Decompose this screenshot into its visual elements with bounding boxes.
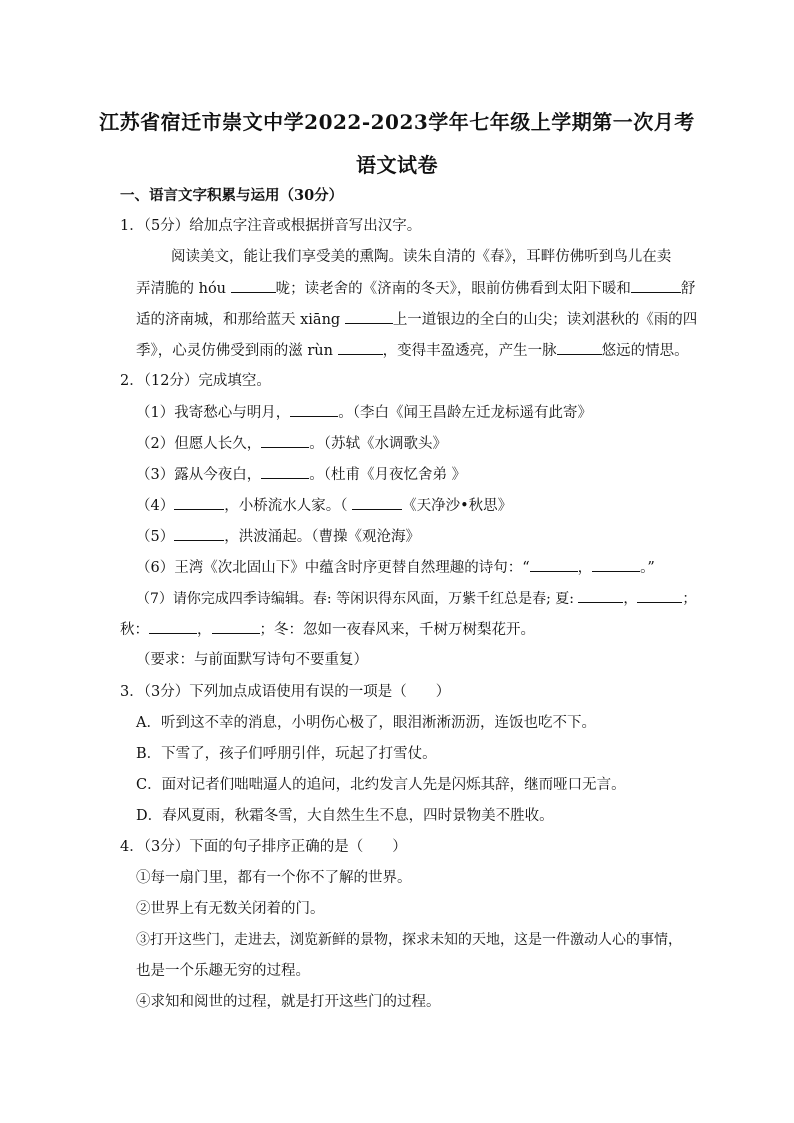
answer-blank[interactable] [352,495,402,510]
question-1-stem: 1．（5分）给加点字注音或根据拼音写出汉字。 [120,218,422,234]
question-2-stem: 2．（12分）完成填空。 [120,373,271,389]
question-1-passage-line [136,340,689,361]
text: 《天净沙•秋思》 [402,498,513,514]
question-2-item [136,464,466,485]
question-3-option-b[interactable]: B．下雪了，孩子们呼朋引伴，玩起了打雪仗。 [136,746,437,762]
text: ， [623,591,638,607]
answer-blank[interactable] [290,402,338,417]
text: （3）露从今夜白， [136,467,262,483]
text: ；冬：忽如一夜春风来，千树万树梨花开。 [259,622,535,638]
answer-blank[interactable] [592,557,640,572]
text: （7）请你完成四季诗编辑。春: 等闲识得东风面，万紫千红总是春; 夏: [136,591,579,607]
text: 悠远的情思。 [601,343,689,359]
answer-blank[interactable] [261,433,309,448]
text: （1）我寄愁心与明月， [136,405,291,421]
answer-blank[interactable] [637,588,682,603]
text: 适的济南城，和那给蓝天 xiāng [136,312,341,328]
question-3-option-c[interactable]: C．面对记者们咄咄逼人的追问，北约发言人先是闪烁其辞，继而哑口无言。 [136,777,626,793]
text: 咙；读老舍的《济南的冬天》，眼前仿佛看到太阳下暖和 [275,281,631,297]
answer-blank[interactable] [338,340,383,355]
answer-blank[interactable] [530,557,578,572]
text: ， [577,560,593,576]
question-3-stem: 3．（3分）下列加点成语使用有误的一项是（ ） [120,684,451,700]
answer-blank[interactable] [212,619,260,634]
question-4-sentence: 也是一个乐趣无穷的过程。 [136,963,310,979]
answer-blank[interactable] [174,526,224,541]
answer-blank[interactable] [174,495,224,510]
text: 。” [640,560,655,576]
question-2-item [136,557,655,578]
text: （6）王湾《次北固山下》中蕴含时序更替自然理趣的诗句：“ [136,560,530,576]
question-2-item [136,433,447,454]
section-heading: 一、语言文字积累与运用（30分） [120,187,344,204]
text: 。（杜甫《月夜忆舍弟 》 [309,467,467,483]
text: 。（李白《闻王昌龄左迁龙标遥有此寄》 [338,405,592,421]
question-3-option-a[interactable]: A．听到这不幸的消息，小明伤心极了，眼泪淅淅沥沥，连饭也吃不下。 [136,715,596,731]
question-3-option-d[interactable]: D．春风夏雨，秋霜冬雪，大自然生生不息，四时景物美不胜收。 [136,808,554,824]
question-1-passage-line: 阅读美文，能让我们享受美的熏陶。读朱自清的《春》，耳畔仿佛听到鸟儿在卖 [171,249,672,265]
text: （2）但愿人长久， [136,436,262,452]
answer-blank[interactable] [578,588,623,603]
answer-blank[interactable] [557,340,602,355]
text: ， [197,622,212,638]
text: 弄清脆的 hóu [136,281,227,297]
text: ，小桥流水人家。（ [224,498,348,514]
text: 舒 [680,281,696,297]
text: ，洪波涌起。（曹操《观沧海》 [224,529,420,545]
answer-blank[interactable] [261,464,309,479]
text: （5） [136,529,175,545]
question-4-stem: 4．（3分）下面的句子排序正确的是（ ） [120,839,407,855]
question-4-sentence: ③打开这些门，走进去，浏览新鲜的景物，探求未知的天地，这是一件激动人心的事情， [136,932,682,948]
question-4-sentence: ①每一扇门里，都有一个你不了解的世界。 [136,870,412,886]
question-2-item [136,495,512,516]
question-2-item [136,402,592,423]
answer-blank[interactable] [631,278,681,293]
text: ； [682,591,697,607]
question-2-requirement: （要求：与前面默写诗句不要重复） [136,652,368,668]
question-4-sentence: ②世界上有无数关闭着的门。 [136,901,325,917]
text: ，变得丰盈透亮，产生一脉 [382,343,557,359]
answer-blank[interactable] [345,309,393,324]
text: （4） [136,498,175,514]
exam-subtitle: 语文试卷 [356,153,438,177]
answer-blank[interactable] [149,619,197,634]
text: 。（苏轼《水调歌头》 [309,436,447,452]
answer-blank[interactable] [231,278,276,293]
question-2-item [120,619,535,640]
text: 上一道银边的全白的山尖；读刘湛秋的《雨的四 [392,312,698,328]
question-4-sentence: ④求知和阅世的过程，就是打开这些门的过程。 [136,994,441,1010]
question-2-item [136,588,696,609]
text: 秋： [120,622,149,638]
text: 季》，心灵仿佛受到雨的滋 rùn [136,343,333,359]
question-1-passage-line [136,278,695,299]
exam-title: 江苏省宿迁市崇文中学2022-2023学年七年级上学期第一次月考 [99,110,695,134]
question-2-item [136,526,420,547]
question-1-passage-line [136,309,697,330]
